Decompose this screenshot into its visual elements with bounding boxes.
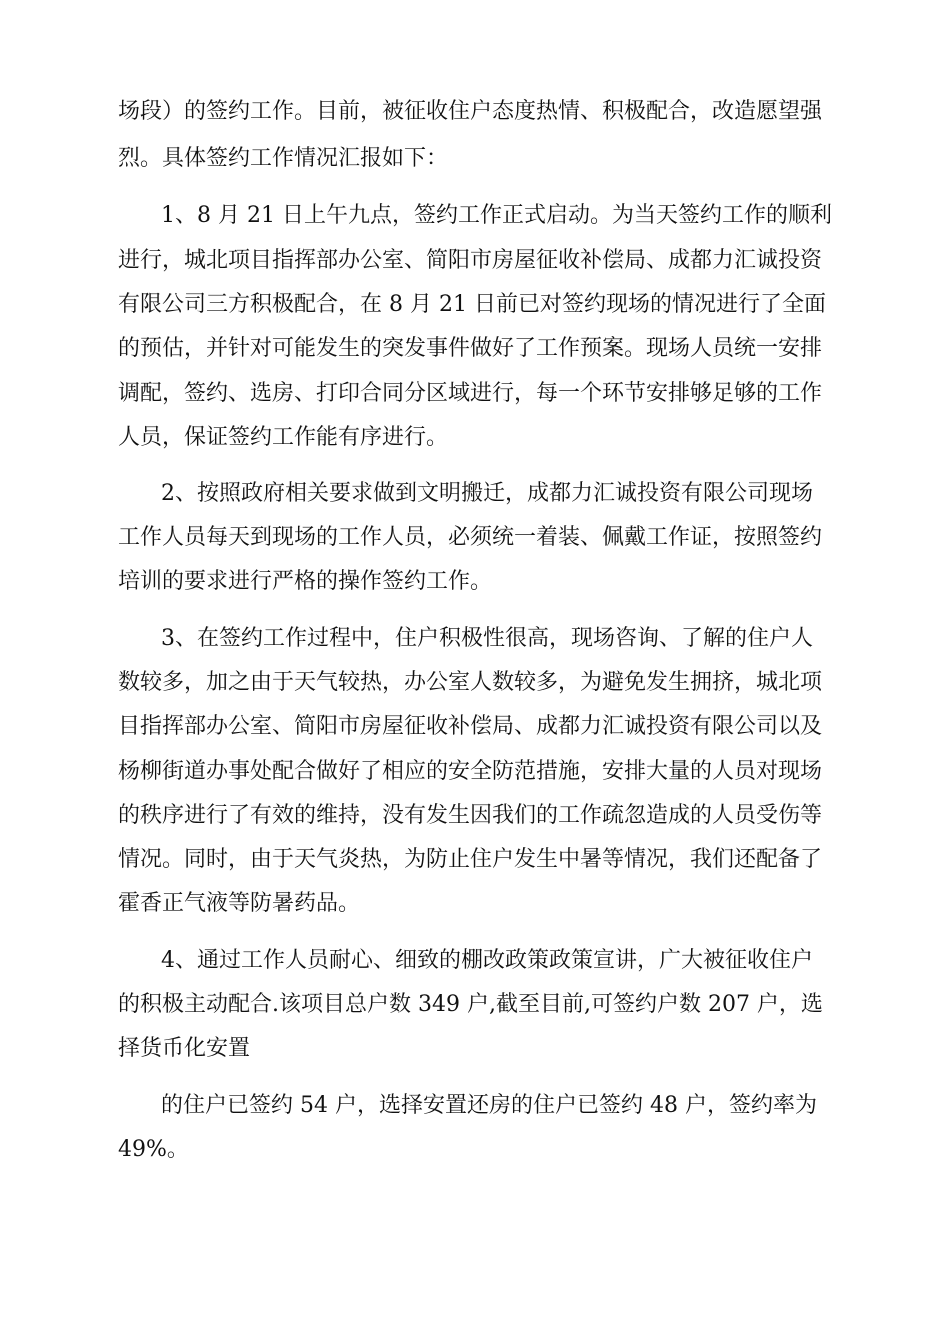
paragraph-item-3-line-7: 霍香正气液等防暑药品。 (118, 891, 361, 916)
paragraph-item-4-line-2: 的积极主动配合.该项目总户数 349 户,截至目前,可签约户数 207 户，选 (118, 992, 823, 1017)
paragraph-item-1-line-5: 调配，签约、选房、打印合同分区域进行，每一个环节安排够足够的工作 (118, 381, 823, 406)
paragraph-intro-line-2: 烈。具体签约工作情况汇报如下： (118, 146, 449, 171)
paragraph-item-4-line-3: 择货币化安置 (118, 1036, 251, 1061)
paragraph-item-2-line-2: 工作人员每天到现场的工作人员，必须统一着装、佩戴工作证，按照签约 (118, 525, 823, 550)
paragraph-item-1-line-3: 有限公司三方积极配合，在 8 月 21 日前已对签约现场的情况进行了全面 (118, 292, 826, 317)
paragraph-item-3-line-4: 杨柳街道办事处配合做好了相应的安全防范措施，安排大量的人员对现场 (118, 759, 823, 784)
paragraph-item-1-line-2: 进行，城北项目指挥部办公室、简阳市房屋征收补偿局、成都力汇诚投资 (118, 248, 823, 273)
paragraph-item-3-line-2: 数较多，加之由于天气较热，办公室人数较多，为避免发生拥挤，城北项 (118, 670, 823, 695)
paragraph-item-3-line-5: 的秩序进行了有效的维持，没有发生因我们的工作疏忽造成的人员受伤等 (118, 803, 823, 828)
paragraph-item-3-line-3: 目指挥部办公室、简阳市房屋征收补偿局、成都力汇诚投资有限公司以及 (118, 714, 823, 739)
paragraph-item-1-line-1: 1、8 月 21 日上午九点，签约工作正式启动。为当天签约工作的顺利 (161, 203, 832, 228)
paragraph-item-3-line-6: 情况。同时，由于天气炎热，为防止住户发生中暑等情况，我们还配备了 (118, 847, 823, 872)
paragraph-item-1-line-6: 人员，保证签约工作能有序进行。 (118, 425, 449, 450)
paragraph-intro-line-1: 场段）的签约工作。目前，被征收住户态度热情、积极配合，改造愿望强 (118, 99, 823, 124)
paragraph-item-4-cont-line-1: 的住户已签约 54 户，选择安置还房的住户已签约 48 户，签约率为 (161, 1093, 817, 1118)
paragraph-item-4-cont-line-2: 49%。 (118, 1137, 189, 1162)
paragraph-item-2-line-1: 2、按照政府相关要求做到文明搬迁，成都力汇诚投资有限公司现场 (161, 481, 813, 506)
paragraph-item-2-line-3: 培训的要求进行严格的操作签约工作。 (118, 569, 493, 594)
paragraph-item-3-line-1: 3、在签约工作过程中，住户积极性很高，现场咨询、了解的住户人 (161, 626, 813, 651)
paragraph-item-4-line-1: 4、通过工作人员耐心、细致的棚改政策政策宣讲，广大被征收住户 (161, 948, 813, 973)
paragraph-item-1-line-4: 的预估，并针对可能发生的突发事件做好了工作预案。现场人员统一安排 (118, 336, 823, 361)
